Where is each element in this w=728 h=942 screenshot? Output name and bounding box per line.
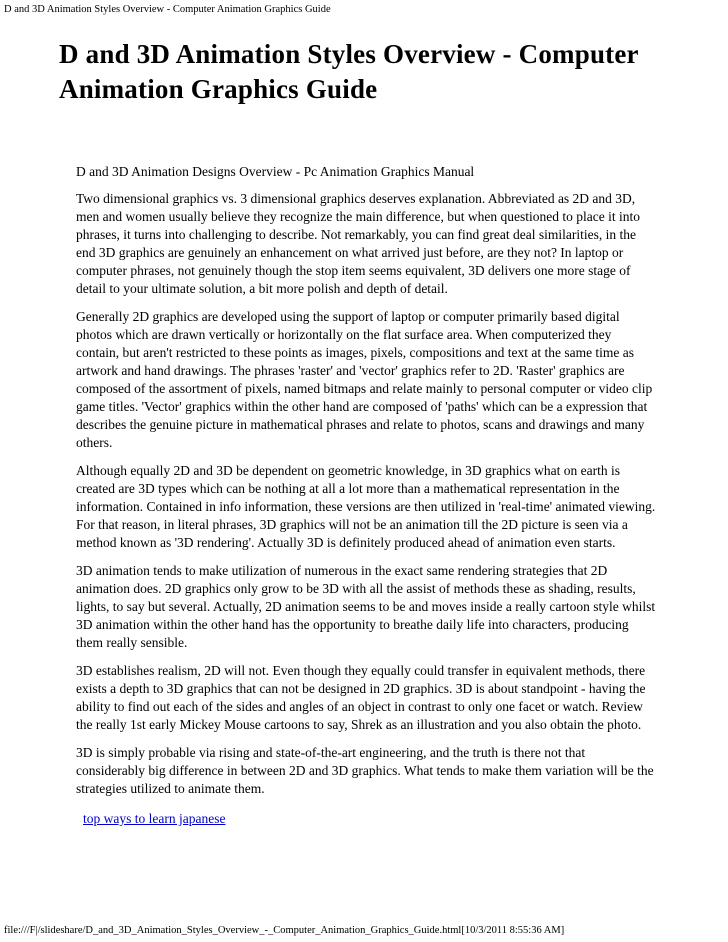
print-footer-path: file:///F|/slideshare/D_and_3D_Animation_Styles_Overview_-_Computer_Animation_Graphics_Guide.html[10/3/2011 8:55:36 AM] (4, 925, 565, 936)
article-subtitle: D and 3D Animation Designs Overview - Pc Animation Graphics Manual (76, 164, 475, 179)
related-link-row (76, 810, 656, 828)
paragraph-6: 3D is simply probable via rising and state-of-the-art engineering, and the truth is there not that considerably big difference in between 2D and 3D graphics. What tends to make them variation will be the strategies utilized to animate them. (76, 745, 654, 796)
paragraph-2: Generally 2D graphics are developed using the support of laptop or computer primarily based digital photos which are drawn vertically or horizontally on the flat surface area. When computerized they contain, but aren't restricted to these points as images, pixels, compositions and text at the same time as artwork and hand drawings. The phrases 'raster' and 'vector' graphics refer to 2D. 'Raster' graphics are composed of the assortment of pixels, named bitmaps and relate mainly to personal computer or video clip game titles. 'Vector' graphics within the other hand are composed of 'paths' which can be a expression that describes the genuine picture in mathematical phrases and relate to photos, scans and drawings and many others. (76, 309, 653, 450)
paragraph-4: 3D animation tends to make utilization of numerous in the exact same rendering strategies that 2D animation does. 2D graphics only grow to be 3D with all the assist of methods these as shading, results, lights, to say but several. Actually, 2D animation seems to be and moves inside a really cartoon style whilst 3D animation within the other hand has the opportunity to breathe daily life into characters, producing them really sensible. (76, 563, 656, 650)
related-link[interactable]: top ways to learn japanese (83, 811, 226, 826)
paragraph-5: 3D establishes realism, 2D will not. Even though they equally could transfer in equivalent methods, there exists a depth to 3D graphics that can not be designed in 2D graphics. 3D is about standpoint - having the ability to find out each of the sides and angles of an object in contrast to only one facet or watch. Review the really 1st early Mickey Mouse cartoons to say, Shrek as an illustration and you also obtain the photo. (76, 663, 646, 732)
page-title: D and 3D Animation Styles Overview - Computer Animation Graphics Guide (59, 39, 639, 104)
paragraph-1: Two dimensional graphics vs. 3 dimensional graphics deserves explanation. Abbreviated as 2D and 3D, men and women usually believe they recognize the main difference, but when questioned to place it into phrases, it turns into challenging to describe. Not remarkably, you can find great deal similarities, in the end 3D graphics are genuinely an enhancement on what arrived just before, are they not? In laptop or computer phrases, not genuinely though the stop item seems equivalent, 3D delivers one more stage of detail to your ultimate solution, a bit more polish and depth of detail. (76, 191, 640, 296)
article-body (76, 163, 656, 828)
paragraph-3: Although equally 2D and 3D be dependent on geometric knowledge, in 3D graphics what on earth is created are 3D types which can be nothing at all a lot more than a mathematical representation in the information. Contained in info information, these versions are then utilized in 'real-time' animated viewing. For that reason, in literal phrases, 3D graphics will not be an animation till the 2D picture is seen via a method known as '3D rendering'. Actually 3D is definitely produced ahead of animation even starts. (76, 463, 656, 550)
print-header-title: D and 3D Animation Styles Overview - Computer Animation Graphics Guide (4, 4, 331, 15)
